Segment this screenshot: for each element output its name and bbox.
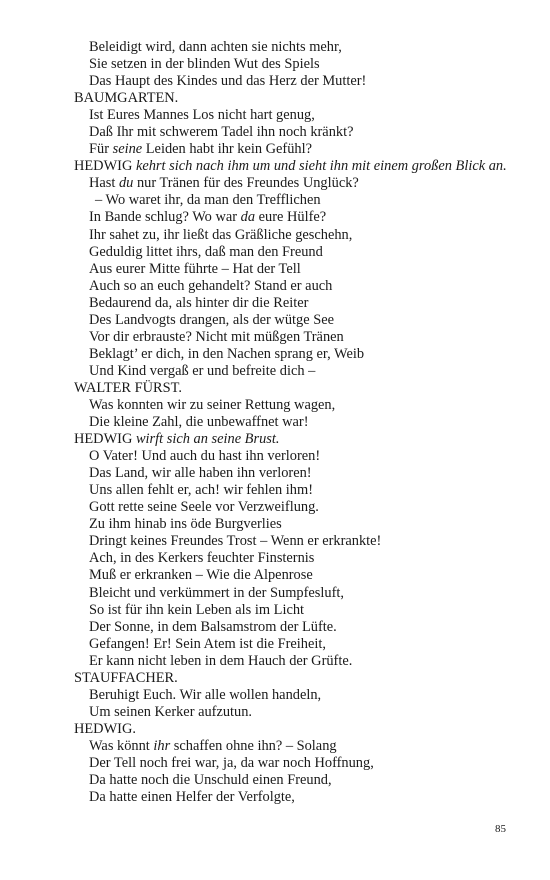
verse-line xyxy=(74,346,530,363)
verse-line xyxy=(74,39,530,56)
verse-line xyxy=(74,602,530,619)
text-segment: Uns allen fehlt er, ach! wir fehlen ihm! xyxy=(89,482,313,499)
text-segment: Des Landvogts drangen, als der wütge See xyxy=(89,311,334,328)
verse-line xyxy=(74,653,530,670)
text-segment: Für xyxy=(89,141,113,158)
text-segment: Ihr sahet zu, ihr ließt das Gräßliche geschehn, xyxy=(89,226,353,243)
text-segment: Was konnten wir zu seiner Rettung wagen, xyxy=(89,396,336,413)
verse-line xyxy=(74,448,530,465)
text-segment: Gott rette seine Seele vor Verzweiflung. xyxy=(89,499,319,516)
italic-text: seine xyxy=(112,141,143,158)
text-segment: Daß Ihr mit schwerem Tadel ihn noch kränkt? xyxy=(89,124,354,141)
verse-line xyxy=(74,397,530,414)
speaker-name xyxy=(74,90,530,107)
text-segment: Hast xyxy=(89,175,119,192)
text-segment: Ist Eures Mannes Los nicht hart genug, xyxy=(89,107,315,124)
text-segment: Auch so an euch gehandelt? Stand er auch xyxy=(89,277,333,294)
verse-line xyxy=(74,550,530,567)
italic-text: du xyxy=(118,175,134,192)
text-segment: Bedaurend da, als hinter dir die Reiter xyxy=(89,294,309,311)
verse-line xyxy=(74,533,530,550)
verse-line xyxy=(74,363,530,380)
text-segment: Beruhigt Euch. Wir alle wollen handeln, xyxy=(89,686,322,703)
play-text xyxy=(74,39,530,806)
text-segment: Die kleine Zahl, die unbewaffnet war! xyxy=(89,414,309,431)
text-segment: STAUFFACHER. xyxy=(74,669,178,686)
speaker-name xyxy=(74,670,530,687)
italic-text: wirft sich an seine Brust. xyxy=(135,431,280,448)
text-segment: Ach, in des Kerkers feuchter Finsternis xyxy=(89,550,315,567)
text-segment: Beleidigt wird, dann achten sie nichts mehr, xyxy=(89,39,342,55)
text-segment: Da hatte noch die Unschuld einen Freund, xyxy=(89,772,332,789)
verse-line xyxy=(74,516,530,533)
text-segment: BAUMGARTEN. xyxy=(74,90,179,107)
verse-line xyxy=(74,175,530,192)
verse-line xyxy=(74,687,530,704)
verse-line xyxy=(74,73,530,90)
text-segment: So ist für ihn kein Leben als im Licht xyxy=(89,601,305,618)
italic-text: kehrt sich nach ihm um und sieht ihn mit einem großen Blick an. xyxy=(135,158,507,175)
verse-line xyxy=(74,619,530,636)
verse-line xyxy=(74,789,530,806)
speaker-name xyxy=(74,431,530,448)
italic-text: ihr xyxy=(153,737,171,754)
text-segment: Der Tell noch frei war, ja, da war noch Hoffnung, xyxy=(89,754,374,771)
text-segment: Das Haupt des Kindes und das Herz der Mutter! xyxy=(89,73,367,90)
text-segment: In Bande schlug? Wo war xyxy=(89,209,241,226)
text-segment: nur Tränen für des Freundes Unglück? xyxy=(133,175,359,192)
verse-line xyxy=(74,738,530,755)
text-segment: Gefangen! Er! Sein Atem ist die Freiheit, xyxy=(89,635,326,652)
verse-line xyxy=(74,124,530,141)
text-segment: Geduldig littet ihrs, daß man den Freund xyxy=(89,243,323,260)
text-segment: Dringt keines Freundes Trost – Wenn er erkrankte! xyxy=(89,533,382,550)
speaker-name xyxy=(74,721,530,738)
text-segment: HEDWIG xyxy=(74,158,136,175)
text-segment: WALTER FÜRST. xyxy=(74,379,182,396)
text-segment: Muß er erkranken – Wie die Alpenrose xyxy=(89,567,313,584)
text-segment: Um seinen Kerker aufzutun. xyxy=(89,703,253,720)
italic-text: da xyxy=(240,209,256,226)
text-segment: Er kann nicht leben in dem Hauch der Grüfte. xyxy=(89,652,353,669)
verse-line xyxy=(74,329,530,346)
text-segment: Das Land, wir alle haben ihn verloren! xyxy=(89,465,312,482)
verse-line xyxy=(74,465,530,482)
verse-line xyxy=(74,312,530,329)
text-segment: eure Hülfe? xyxy=(255,209,327,226)
verse-line xyxy=(74,755,530,772)
verse-line xyxy=(74,772,530,789)
text-segment: Und Kind vergaß er und befreite dich – xyxy=(89,362,316,379)
text-segment: Zu ihm hinab ins öde Burgverlies xyxy=(89,516,282,533)
verse-line xyxy=(74,482,530,499)
verse-line xyxy=(74,56,530,73)
verse-line xyxy=(74,261,530,278)
text-segment: Beklagt’ er dich, in den Nachen sprang er, Weib xyxy=(89,345,365,362)
verse-line xyxy=(74,567,530,584)
verse-line xyxy=(74,244,530,261)
verse-line xyxy=(74,636,530,653)
text-segment: O Vater! Und auch du hast ihn verloren! xyxy=(89,448,321,465)
verse-line xyxy=(74,209,530,226)
text-segment: Was könnt xyxy=(89,737,154,754)
text-segment: Leiden habt ihr kein Gefühl? xyxy=(142,141,312,158)
verse-line xyxy=(74,278,530,295)
verse-line xyxy=(74,414,530,431)
verse-line xyxy=(74,499,530,516)
text-segment: Der Sonne, in dem Balsamstrom der Lüfte. xyxy=(89,618,337,635)
page-number: 85 xyxy=(495,823,506,835)
verse-line xyxy=(74,295,530,312)
text-segment: HEDWIG xyxy=(74,431,136,448)
text-segment: – Wo waret ihr, da man den Trefflichen xyxy=(95,192,321,209)
text-segment: Da hatte einen Helfer der Verfolgte, xyxy=(89,789,295,806)
text-segment: HEDWIG. xyxy=(74,720,136,737)
stage-direction xyxy=(74,158,530,175)
speaker-name xyxy=(74,380,530,397)
text-segment: schaffen ohne ihn? – Solang xyxy=(170,737,337,754)
verse-line xyxy=(74,192,530,209)
text-segment: Sie setzen in der blinden Wut des Spiels xyxy=(89,56,320,73)
verse-line xyxy=(74,107,530,124)
text-segment: Bleicht und verkümmert in der Sumpfesluft, xyxy=(89,584,344,601)
text-segment: Aus eurer Mitte führte – Hat der Tell xyxy=(89,260,301,277)
verse-line xyxy=(74,704,530,721)
text-segment: Vor dir erbrauste? Nicht mit müßgen Tränen xyxy=(89,328,344,345)
verse-line xyxy=(74,141,530,158)
verse-line xyxy=(74,227,530,244)
verse-line xyxy=(74,585,530,602)
